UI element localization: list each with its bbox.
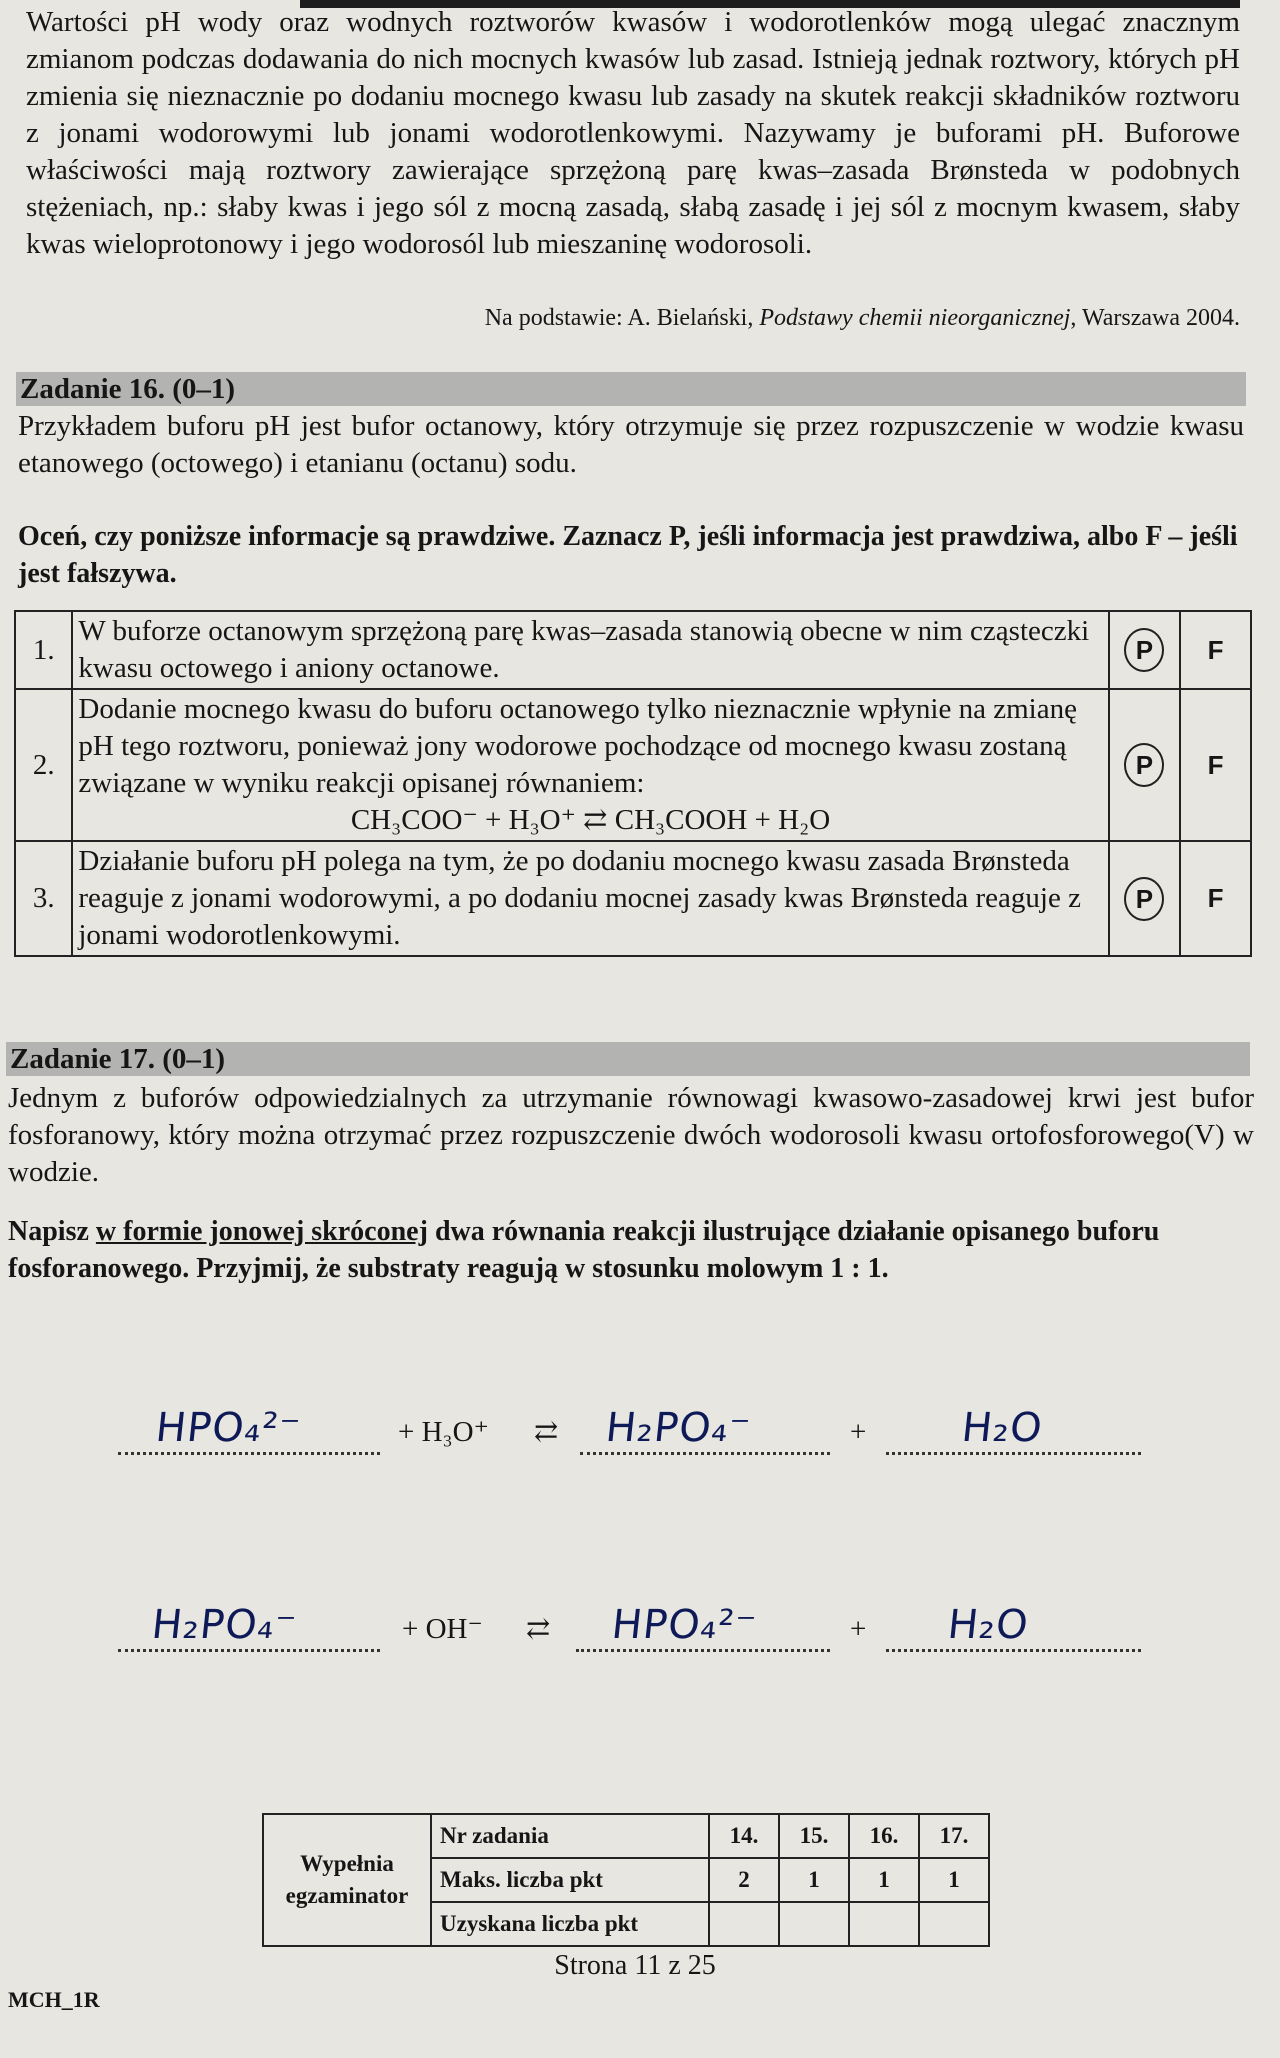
task-17-text: Jednym z buforów odpowiedzialnych za utrzymanie równowagi kwasowo-zasadowej krwi jest bufor fosforanowy, który można otrzymać przez rozpuszczenie dwóch wodorosoli kwasu ortofosforowego(V) w wodzie. <box>8 1082 1254 1188</box>
task-16-text: Przykładem buforu pH jest bufor octanowy, który otrzymuje się przez rozpuszczenie w wodzie kwasu etanowego (octowego) i etanianu (octanu) sodu. <box>18 410 1244 479</box>
plus-sign: + <box>850 1416 867 1448</box>
statement: Działanie buforu pH polega na tym, że po dodaniu mocnego kwasu zasada Brønsteda reaguje z jonami wodorowymi, a po dodaniu mocnej zasady kwas Brønsteda reaguje z jonami wodorotlenkowymi. <box>72 841 1108 956</box>
handwritten-answer: H₂O <box>945 1602 1032 1648</box>
max-points: 2 <box>709 1858 779 1902</box>
score-input[interactable] <box>919 1902 989 1946</box>
page-number: Strona 11 z 25 <box>554 1950 716 1981</box>
handwritten-answer: HPO₄²⁻ <box>609 1602 760 1648</box>
true-false-table <box>14 610 1252 957</box>
task-17-instruction: Napisz w formie jonowej skróconej dwa równania reakcji ilustrujące działanie opisanego buforu fosforanowego. Przyjmij, że substraty reagują w stosunku molowym 1 : 1. <box>8 1216 1160 1284</box>
max-points: 1 <box>779 1858 849 1902</box>
option-f[interactable]: F <box>1180 841 1251 956</box>
task-number: 16. <box>849 1814 919 1858</box>
equilibrium-arrow: ⇄ <box>534 1416 559 1448</box>
handwritten-answer: H₂PO₄⁻ <box>603 1405 754 1451</box>
equilibrium-arrow: ⇄ <box>526 1613 551 1645</box>
max-points: 1 <box>849 1858 919 1902</box>
score-input[interactable] <box>849 1902 919 1946</box>
task-16-instruction: Oceń, czy poniższe informacje są prawdziwe. Zaznacz P, jeśli informacja jest prawdziwa, albo F – jeśli jest fałszywa. <box>18 521 1238 589</box>
examiner-label: Wypełnia egzaminator <box>263 1814 431 1946</box>
row-label: Maks. liczba pkt <box>431 1858 709 1902</box>
max-points: 1 <box>919 1858 989 1902</box>
row-number: 1. <box>15 611 72 689</box>
task-number: 14. <box>709 1814 779 1858</box>
reaction-equation: CH₃COO⁻ + H₃O⁺ ⇄ CH₃COOH + H₂O <box>350 804 831 836</box>
option-p[interactable] <box>1109 611 1180 689</box>
table-row <box>15 611 1251 689</box>
table-row <box>15 689 1251 841</box>
intro-paragraph: Wartości pH wody oraz wodnych roztworów kwasów i wodorotlenków mogą ulegać znacznym zmianom podczas dodawania do nich mocnych kwasów lub zasad. Istnieją jednak roztwory, których pH zmienia się nieznacznie po dodaniu mocnego kwasu lub zasady na skutek reakcji składników roztworu z jonami wodorowymi lub jonami wodorotlenkowymi. Nazywamy je buforami pH. Buforowe właściwości mają roztwory zawierające sprzężoną parę kwas–zasada Brønsteda w podobnych stężeniach, np.: słaby kwas i jego sól z mocną zasadą, słabą zasadę i jej sól z mocnym kwasem, słaby kwas wieloprotonowy i jego wodorosól lub mieszaninę wodorosoli. <box>26 6 1240 260</box>
plus-sign: + <box>850 1613 867 1645</box>
source-citation: Na podstawie: A. Bielański, Podstawy chemii nieorganicznej, Warszawa 2004. <box>484 305 1240 331</box>
score-input[interactable] <box>709 1902 779 1946</box>
row-number: 2. <box>15 689 72 841</box>
task-number: 15. <box>779 1814 849 1858</box>
option-f[interactable]: F <box>1180 689 1251 841</box>
statement-text: Dodanie mocnego kwasu do buforu octanowego tylko nieznacznie wpłynie na zmianę pH tego roztworu, ponieważ jony wodorowe pochodzące od mocnego kwasu zostaną związane w wyniku reakcji opisanej równaniem: <box>78 693 1077 799</box>
reagent: + OH⁻ <box>402 1613 483 1645</box>
option-p[interactable] <box>1109 689 1180 841</box>
task-number: 17. <box>919 1814 989 1858</box>
handwritten-answer: H₂O <box>959 1405 1046 1451</box>
table-row <box>15 841 1251 956</box>
reagent: + H₃O⁺ <box>398 1416 489 1448</box>
row-label: Uzyskana liczba pkt <box>431 1902 709 1946</box>
row-number: 3. <box>15 841 72 956</box>
circled-answer: P <box>1124 628 1164 672</box>
score-input[interactable] <box>779 1902 849 1946</box>
examiner-score-table <box>262 1813 990 1947</box>
task-16-header: Zadanie 16. (0–1) <box>16 372 1246 406</box>
task-17-header: Zadanie 17. (0–1) <box>6 1042 1250 1076</box>
exam-code: MCH_1R <box>8 1987 100 2012</box>
statement: W buforze octanowym sprzężoną parę kwas–zasada stanowią obecne w nim cząsteczki kwasu octowego i aniony octanowe. <box>72 611 1108 689</box>
handwritten-answer: HPO₄²⁻ <box>153 1405 304 1451</box>
statement <box>72 689 1108 841</box>
answer-equation-2 <box>118 1572 1178 1652</box>
circled-answer: P <box>1124 877 1164 921</box>
handwritten-answer: H₂PO₄⁻ <box>149 1602 300 1648</box>
circled-answer: P <box>1124 743 1164 787</box>
option-f[interactable]: F <box>1180 611 1251 689</box>
answer-equation-1 <box>118 1375 1178 1455</box>
option-p[interactable] <box>1109 841 1180 956</box>
row-label: Nr zadania <box>431 1814 709 1858</box>
